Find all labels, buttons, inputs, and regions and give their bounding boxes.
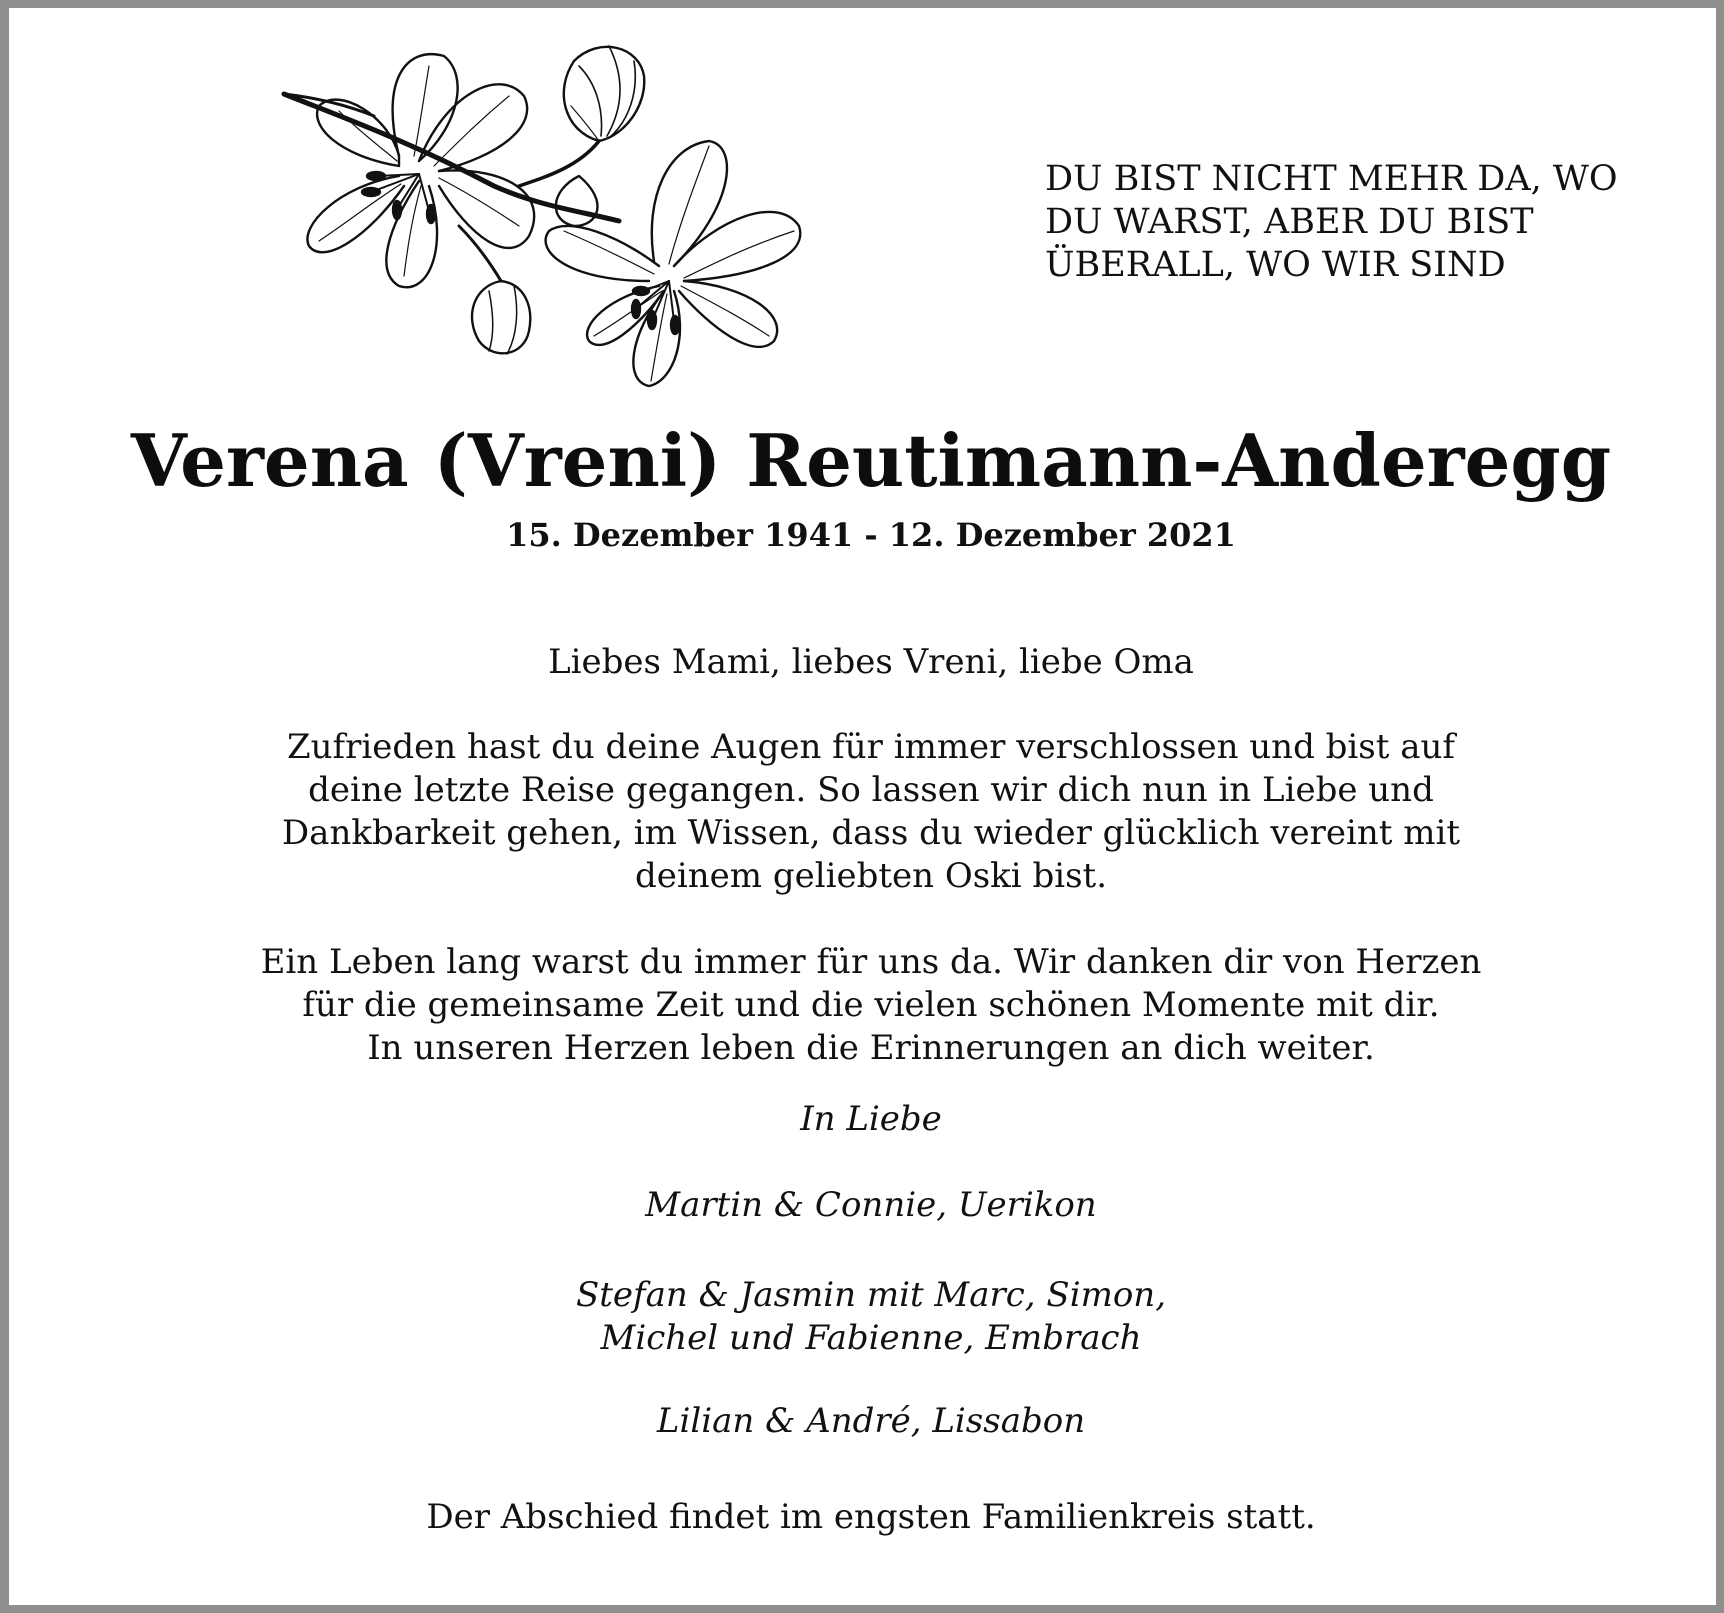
signature-line: Lilian & André, Lissabon bbox=[656, 1401, 1086, 1441]
signature-intro-text: In Liebe bbox=[800, 1099, 942, 1139]
motto-line: DU WARST, ABER DU BIST bbox=[1045, 202, 1534, 242]
motto-line: DU BIST NICHT MEHR DA, WO bbox=[1045, 159, 1618, 199]
left-lily bbox=[307, 54, 534, 287]
deceased-name: Verena (Vreni) Reutimann-Anderegg bbox=[130, 418, 1612, 503]
paragraph-line: Dankbarkeit gehen, im Wissen, dass du wieder glücklich vereint mit bbox=[281, 813, 1461, 853]
motto-line: ÜBERALL, WO WIR SIND bbox=[1045, 245, 1506, 285]
lily-flower-icon bbox=[279, 36, 849, 401]
paragraph-line: Ein Leben lang warst du immer für uns da. Wir danken dir von Herzen bbox=[260, 942, 1482, 982]
paragraph-line: für die gemeinsame Zeit und die vielen schönen Momente mit dir. bbox=[302, 985, 1440, 1025]
paragraph-1 bbox=[9, 726, 1724, 898]
signature-line: Stefan & Jasmin mit Marc, Simon, bbox=[575, 1275, 1167, 1315]
right-lily bbox=[546, 141, 801, 386]
signature-line: Michel und Fabienne, Embrach bbox=[600, 1318, 1142, 1358]
farewell-note bbox=[9, 1496, 1724, 1539]
greeting bbox=[9, 641, 1724, 684]
greeting-text: Liebes Mami, liebes Vreni, liebe Oma bbox=[548, 642, 1194, 682]
paragraph-line: deine letzte Reise gegangen. So lassen wir dich nun in Liebe und bbox=[308, 770, 1434, 810]
paragraph-line: deinem geliebten Oski bist. bbox=[635, 856, 1107, 896]
signature-line: Martin & Connie, Uerikon bbox=[645, 1185, 1097, 1225]
farewell-note-text: Der Abschied findet im engsten Familienkreis statt. bbox=[426, 1497, 1316, 1537]
paragraph-2 bbox=[9, 941, 1724, 1070]
top-bud bbox=[564, 46, 644, 141]
paragraph-line: Zufrieden hast du deine Augen für immer verschlossen und bist auf bbox=[287, 727, 1455, 767]
motto bbox=[1045, 158, 1665, 287]
signature-family-1 bbox=[9, 1184, 1724, 1227]
bottom-bud bbox=[472, 281, 530, 354]
life-dates: 15. Dezember 1941 - 12. Dezember 2021 bbox=[506, 516, 1236, 554]
paragraph-line: In unseren Herzen leben die Erinnerungen an dich weiter. bbox=[367, 1028, 1375, 1068]
signature-family-3 bbox=[9, 1400, 1724, 1443]
signature-intro bbox=[9, 1098, 1724, 1141]
signature-family-2 bbox=[9, 1274, 1724, 1360]
